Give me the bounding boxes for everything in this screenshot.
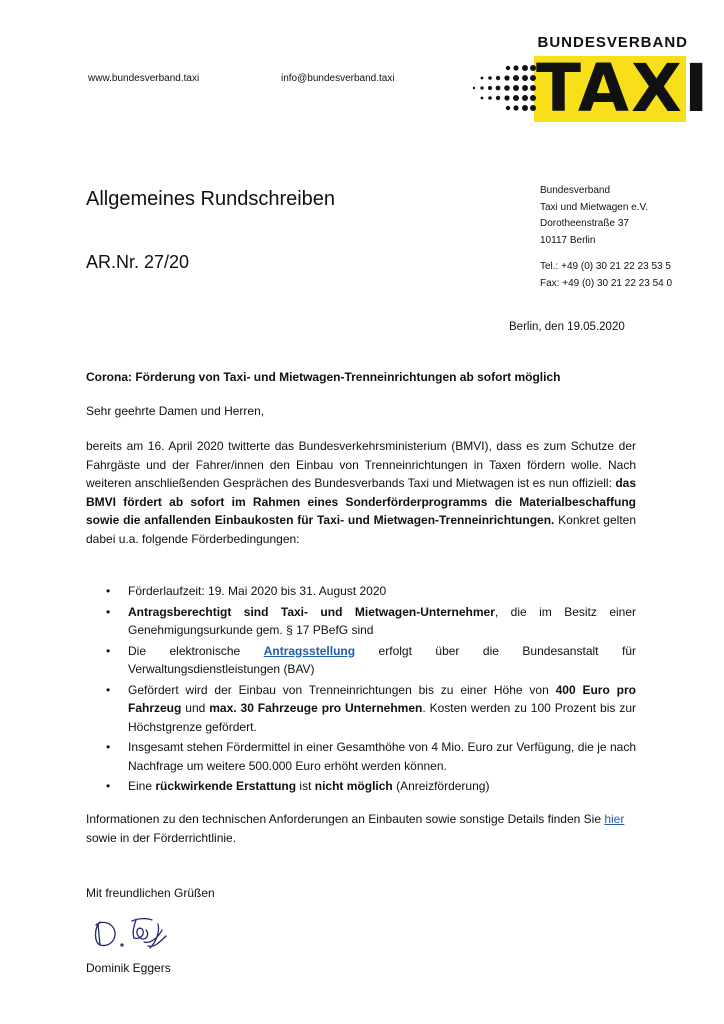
condition-bold-text: Antragsberechtigt sind Taxi- und Mietwagen-Unternehmer — [128, 604, 495, 619]
condition-bold-text: 400 Euro pro Fahrzeug — [128, 682, 636, 715]
bullet-icon: • — [106, 643, 111, 658]
place-date: Berlin, den 19.05.2020 — [509, 321, 625, 333]
handwritten-signature — [88, 912, 174, 954]
sender-contact — [540, 259, 672, 292]
list-item — [86, 681, 636, 737]
bundesverband-taxi-logo — [470, 34, 711, 130]
condition-text: Förderlaufzeit: 19. Mai 2020 bis 31. August 2020 — [128, 584, 387, 598]
sender-address — [540, 183, 648, 249]
letter-subject: Corona: Förderung von Taxi- und Mietwagen-Trenneinrichtungen ab sofort möglich — [86, 370, 561, 384]
intro-paragraph — [86, 437, 636, 548]
closing-greeting: Mit freundlichen Grüßen — [86, 886, 215, 900]
condition-bold-text: rückwirkende Erstattung — [155, 779, 297, 793]
condition-text: ist — [296, 779, 315, 793]
header-website-link[interactable]: www.bundesverband.taxi — [88, 73, 200, 84]
list-item — [86, 642, 636, 679]
list-item — [86, 582, 636, 601]
info-text-end: sowie in der Förderrichtlinie. — [86, 830, 237, 845]
conditions-list — [86, 582, 636, 798]
condition-text: Eine — [128, 779, 156, 793]
intro-text-end: Konkret gelten dabei u.a. folgende Förderbedingungen: — [86, 513, 637, 546]
condition-bold-text: max. 30 Fahrzeuge pro Unternehmen — [209, 701, 423, 715]
document-number: AR.Nr. 27/20 — [86, 252, 190, 272]
list-item — [86, 603, 636, 640]
info-paragraph — [86, 810, 642, 847]
sender-city: 10117 Berlin — [540, 234, 596, 246]
info-text: Informationen zu den technischen Anforderungen an Einbauten sowie sonstige Details finden Sie — [86, 812, 605, 826]
bullet-icon: • — [106, 682, 111, 697]
condition-text: . Kosten werden zu 100 Prozent bis zur Höchstgrenze gefördert. — [128, 701, 636, 734]
bullet-icon: • — [106, 740, 111, 754]
sender-name: Bundesverband — [540, 185, 611, 196]
bullet-icon: • — [106, 779, 111, 793]
condition-bold-text: nicht möglich — [314, 779, 393, 793]
document-title: Allgemeines Rundschreiben — [86, 188, 336, 210]
bullet-icon: • — [106, 604, 111, 619]
sender-fax: Fax: +49 (0) 30 21 22 23 54 0 — [540, 277, 673, 289]
intro-bold-text: das BMVI fördert ab sofort im Rahmen eines Sonderförderprogramms die Materialbeschaffung sowie die anfallenden Einbaukosten für Taxi- und Mietwagen-Trenneinrichtungen. — [86, 476, 636, 527]
condition-text: , die im Besitz einer Genehmigungsurkunde gem. § 17 PBefG sind — [128, 604, 636, 637]
condition-text: erfolgt über die Bundesanstalt für Verwaltungsdienstleistungen (BAV) — [128, 643, 636, 676]
list-item — [86, 777, 636, 796]
bullet-icon: • — [106, 584, 111, 598]
logo-dot-matrix-icon — [470, 64, 536, 116]
list-item — [86, 738, 636, 775]
condition-text: Insgesamt stehen Fördermittel in einer Gesamthöhe von 4 Mio. Euro zur Verfügung, die je nach Nachfrage um weitere 500.000 Euro erhöht werden können. — [128, 740, 636, 773]
condition-text: (Anreizförderung) — [392, 779, 490, 793]
hier-link[interactable]: hier — [604, 812, 625, 826]
logo-brand-text: BUNDESVERBAND — [537, 34, 688, 51]
antragsstellung-link[interactable]: Antragsstellung — [263, 643, 356, 658]
sender-street: Dorotheenstraße 37 — [540, 218, 629, 229]
condition-text: Die elektronische — [128, 643, 264, 658]
sender-tel: Tel.: +49 (0) 30 21 22 23 53 5 — [540, 261, 671, 272]
condition-text: Gefördert wird der Einbau von Trenneinrichtungen bis zu einer Höhe von — [128, 682, 556, 697]
condition-text: und — [181, 701, 210, 715]
logo-taxi-text: TAXI — [536, 50, 711, 127]
intro-text: bereits am 16. April 2020 twitterte das Bundesverkehrsministerium (BMVI), dass es zum Schutze der Fahrgäste und der Fahrer/innen den Einbau von Trenneinrichtungen in Taxen fördern wolle. Nach weiteren anschließenden Gesprächen des Bundesverbands Taxi und Mietwagen ist es nun offiziell: — [86, 439, 636, 490]
sender-subtitle: Taxi und Mietwagen e.V. — [540, 201, 649, 213]
header-email-link[interactable]: info@bundesverband.taxi — [281, 73, 395, 84]
signer-name: Dominik Eggers — [86, 961, 171, 975]
letter-salutation: Sehr geehrte Damen und Herren, — [86, 404, 265, 418]
